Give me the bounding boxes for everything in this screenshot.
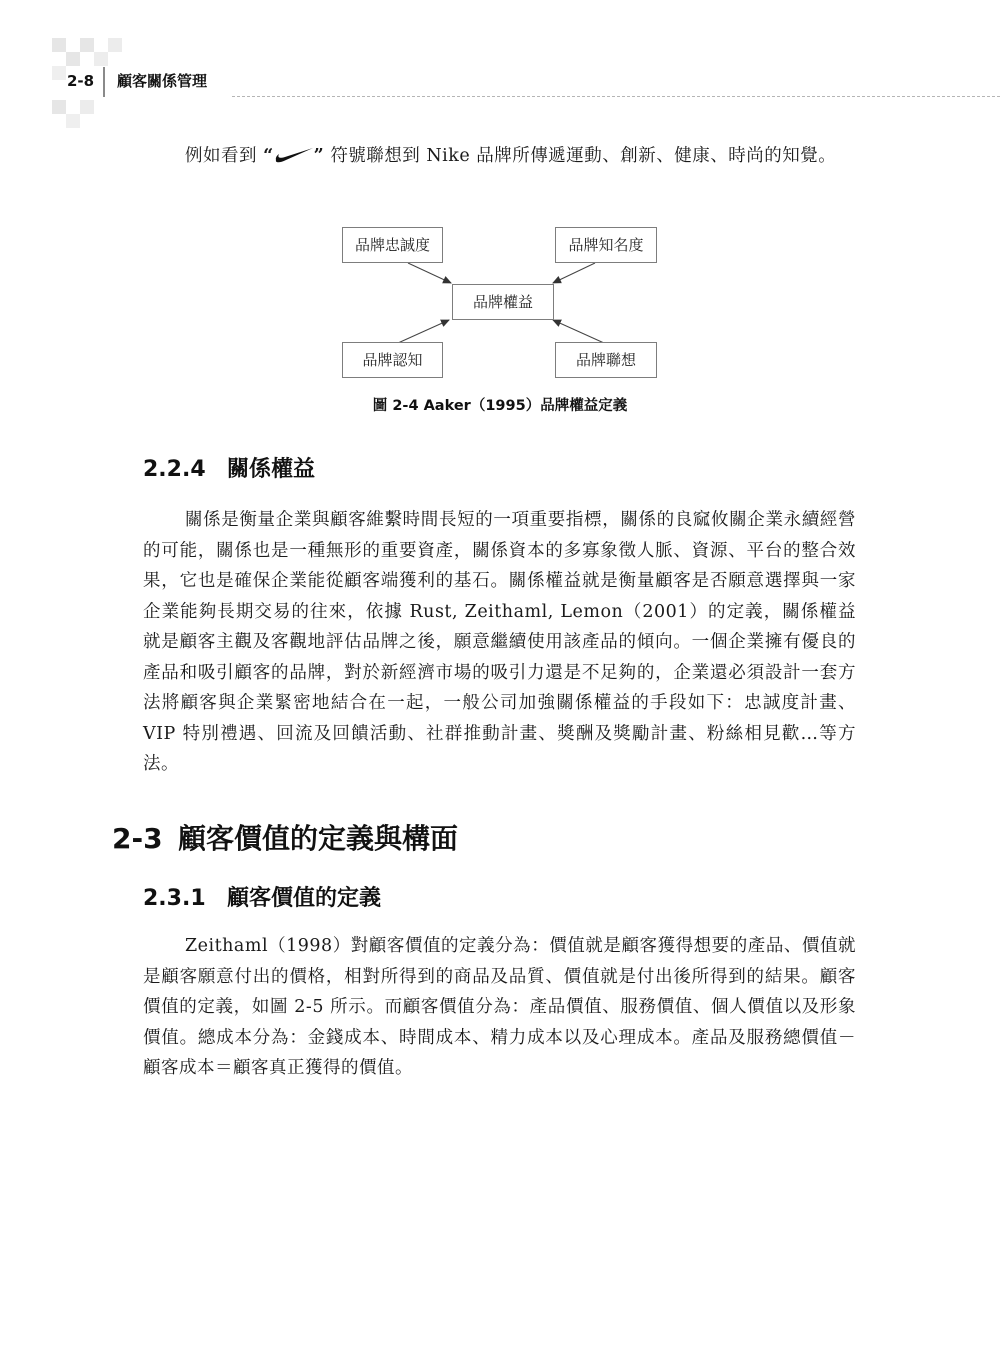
intro-text-before: 例如看到 bbox=[185, 146, 257, 166]
chapter-number: 2-3 bbox=[112, 822, 163, 855]
brand-equity-diagram bbox=[330, 222, 670, 387]
chapter-title: 顧客價值的定義與構面 bbox=[178, 822, 459, 855]
section-number: 2.2.4 bbox=[143, 457, 206, 482]
relationship-equity-paragraph: 關係是衡量企業與顧客維繫時間長短的一項重要指標，關係的良窳攸關企業永續經營的可能，關係也是一種無形的重要資產，關係資本的多寡象徵人脈、資源、平台的整合效果，它也是確保企業能從顧客端獲利的基石。關係權益就是衡量顧客是否願意選擇與一家企業能夠長期交易的往來，依據 Rust, Zeithaml, Lemon（2001）的定義，關係權益就是顧客主觀及客觀地評估品牌之後，願意繼續使用該產品的傾向。一個企業擁有優良的產品和吸引顧客的品牌，對於新經濟市場的吸引力還是不足夠的，企業還必須設計一套方法將顧客與企業緊密地結合在一起，一般公司加強關係權益的手段如下：忠誠度計畫、VIP 特別禮遇、回流及回饋活動、社群推動計畫、獎酬及獎勵計畫、粉絲相見歡…等方法。 bbox=[143, 510, 856, 774]
section-title: 關係權益 bbox=[227, 457, 316, 482]
header-divider bbox=[103, 67, 105, 97]
customer-value-paragraph: Zeithaml（1998）對顧客價值的定義分為：價值就是顧客獲得想要的產品、價值就是顧客願意付出的價格，相對所得到的商品及品質、價值就是付出後所得到的結果。顧客價值的定義，如圖 2-5 所示。而顧客價值分為：產品價值、服務價值、個人價值以及形象價值。總成本分為：金錢成本、時間成本、精力成本以及心理成本。產品及服務總價值－顧客成本＝顧客真正獲得的價值。 bbox=[143, 936, 856, 1078]
section-heading-2-3-1 bbox=[143, 884, 381, 914]
arrow-perception-to-equity bbox=[398, 320, 449, 343]
box-brand-equity: 品牌權益 bbox=[452, 284, 554, 320]
chapter-heading-2-3 bbox=[112, 819, 458, 859]
box-brand-loyalty: 品牌忠誠度 bbox=[342, 227, 443, 263]
close-quote: ” bbox=[313, 146, 325, 166]
arrow-loyalty-to-equity bbox=[408, 263, 451, 283]
box-brand-awareness: 品牌知名度 bbox=[555, 227, 657, 263]
open-quote: “ bbox=[263, 146, 274, 166]
book-title: 顧客關係管理 bbox=[117, 72, 208, 90]
box-brand-perception: 品牌認知 bbox=[342, 342, 443, 378]
section-number: 2.3.1 bbox=[143, 886, 206, 911]
intro-text-after: 符號聯想到 Nike 品牌所傳遞運動、創新、健康、時尚的知覺。 bbox=[330, 146, 837, 166]
arrow-association-to-equity bbox=[553, 320, 604, 343]
page-number: 2-8 bbox=[67, 72, 95, 90]
header-rule bbox=[232, 96, 1000, 97]
arrow-awareness-to-equity bbox=[553, 263, 595, 283]
box-brand-association: 品牌聯想 bbox=[555, 342, 657, 378]
section-heading-2-2-4 bbox=[143, 455, 315, 485]
intro-paragraph bbox=[143, 141, 856, 172]
figure-caption: 圖 2-4 Aaker（1995）品牌權益定義 bbox=[372, 398, 628, 414]
section-title: 顧客價值的定義 bbox=[227, 886, 382, 911]
nike-swoosh-icon bbox=[274, 146, 314, 164]
